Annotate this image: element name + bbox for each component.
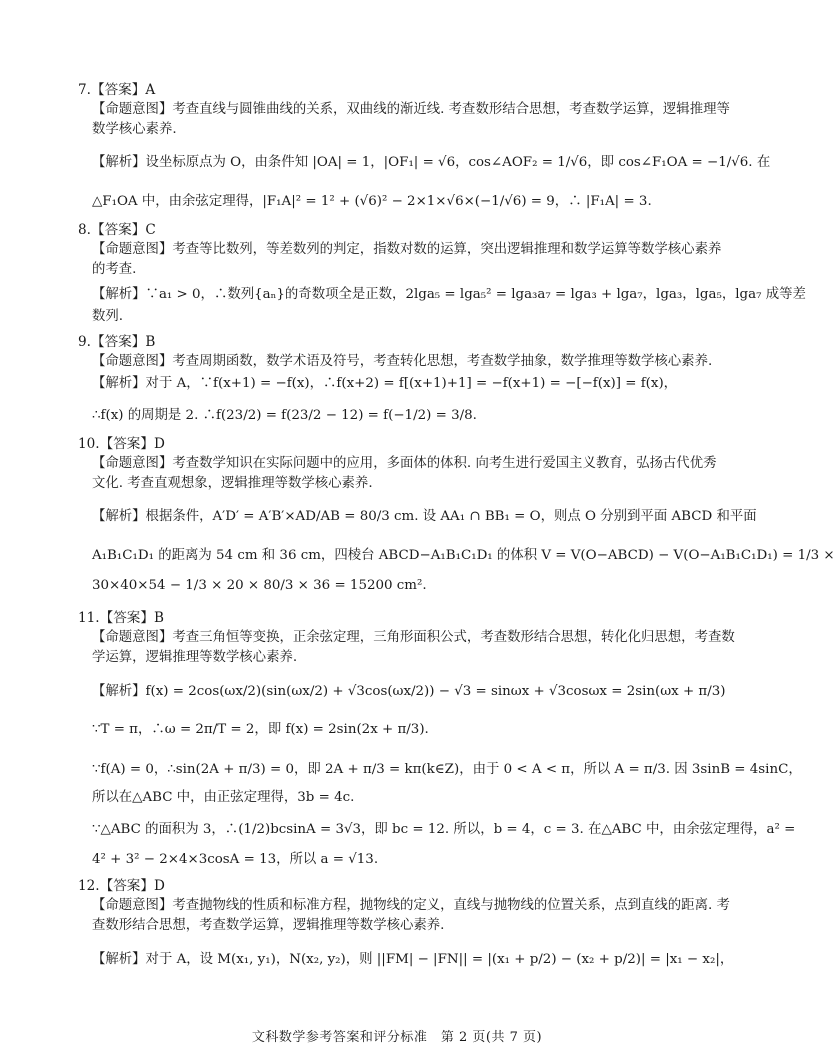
q11-solution-line3: ∵f(A) = 0，∴sin(2A + π/3) = 0，即 2A + π/3 = kπ(k∈Z)，由于 0 < A < π，所以 A = π/3. 因 3sinB = 4sinC， [92, 762, 802, 777]
q11-solution-line6: 4² + 3² − 2×4×3cosA = 13，所以 a = √13. [92, 852, 379, 867]
q7-solution-line1: 【解析】设坐标原点为 O，由条件知 |OA| = 1，|OF₁| = √6，cos∠AOF₂ = 1/√6，即 cos∠F₁OA = −1/√6. 在 [92, 155, 771, 170]
q7-solution-line2: △F₁OA 中，由余弦定理得，|F₁A|² = 1² + (√6)² − 2×1×√6×(−1/√6) = 9，∴ |F₁A| = 3. [92, 194, 652, 209]
q9-intent: 【命题意图】考查周期函数，数学术语及符号，考查转化思想，考查数学抽象，数学推理等数学核心素养. [92, 354, 713, 369]
q11-solution-line2: ∵T = π，∴ω = 2π/T = 2，即 f(x) = 2sin(2x + π/3). [92, 722, 429, 737]
q9-answer: 9.【答案】B [78, 334, 156, 350]
q8-intent-line1: 【命题意图】考查等比数列，等差数列的判定，指数对数的运算，突出逻辑推理和数学运算等数学核心素养 [92, 242, 722, 257]
q7-intent-line2: 数学核心素养. [92, 122, 177, 137]
q11-solution-line1: 【解析】f(x) = 2cos(ωx/2)(sin(ωx/2) + √3cos(ωx/2)) − √3 = sinωx + √3cosωx = 2sin(ωx + π/3) [92, 684, 726, 699]
q11-solution-line5: ∵△ABC 的面积为 3，∴(1/2)bcsinA = 3√3，即 bc = 12. 所以，b = 4，c = 3. 在△ABC 中，由余弦定理得，a² = [92, 822, 796, 837]
q10-solution-line1: 【解析】根据条件，A′D′ = A′B′×AD/AB = 80/3 cm. 设 AA₁ ∩ BB₁ = O，则点 O 分别到平面 ABCD 和平面 [92, 509, 757, 524]
q8-solution-line1: 【解析】∵a₁ > 0，∴数列{aₙ}的奇数项全是正数，2lga₅ = lga₅² = lga₃a₇ = lga₃ + lga₇，lga₃，lga₅，lga₇ 成等差 [92, 287, 806, 302]
q12-answer: 12.【答案】D [78, 878, 165, 894]
q12-intent-line2: 查数形结合思想，考查数学运算，逻辑推理等数学核心素养. [92, 918, 445, 933]
q11-intent-line2: 学运算，逻辑推理等数学核心素养. [92, 650, 298, 665]
q11-intent-line1: 【命题意图】考查三角恒等变换，正余弦定理，三角形面积公式，考查数形结合思想，转化化归思想，考查数 [92, 630, 735, 645]
q10-solution-line2: A₁B₁C₁D₁ 的距离为 54 cm 和 36 cm，四棱台 ABCD−A₁B₁C₁D₁ 的体积 V = V(O−ABCD) − V(O−A₁B₁C₁D₁) = 1/3 × [92, 548, 835, 563]
q12-intent-line1: 【命题意图】考查抛物线的性质和标准方程，抛物线的定义，直线与抛物线的位置关系，点到直线的距离. 考 [92, 898, 730, 913]
q10-intent-line1: 【命题意图】考查数学知识在实际问题中的应用，多面体的体积. 向考生进行爱国主义教育，弘扬古代优秀 [92, 456, 717, 471]
q7-answer: 7.【答案】A [78, 82, 156, 98]
q12-solution-line1: 【解析】对于 A，设 M(x₁, y₁)，N(x₂, y₂)，则 ||FM| − |FN|| = |(x₁ + p/2) − (x₂ + p/2)| = |x₁ − x₂|， [92, 952, 734, 967]
q8-solution-line2: 数列. [92, 309, 124, 324]
q11-solution-line4: 所以在△ABC 中，由正弦定理得，3b = 4c. [92, 790, 355, 805]
q9-solution-line2: ∴f(x) 的周期是 2. ∴f(23/2) = f(23/2 − 12) = f(−1/2) = 3/8. [92, 408, 477, 423]
q8-intent-line2: 的考查. [92, 262, 137, 277]
q7-intent-line1: 【命题意图】考查直线与圆锥曲线的关系，双曲线的渐近线. 考查数形结合思想，考查数学运算，逻辑推理等 [92, 102, 730, 117]
q10-solution-line3: 30×40×54 − 1/3 × 20 × 80/3 × 36 = 15200 cm². [92, 578, 427, 593]
q10-intent-line2: 文化. 考查直观想象，逻辑推理等数学核心素养. [92, 476, 373, 491]
page-footer: 文科数学参考答案和评分标准 第 2 页(共 7 页) [251, 1030, 543, 1045]
q10-answer: 10.【答案】D [78, 436, 165, 452]
q11-answer: 11.【答案】B [78, 610, 164, 626]
q8-answer: 8.【答案】C [78, 222, 156, 238]
q9-solution-line1: 【解析】对于 A，∵f(x+1) = −f(x)，∴f(x+2) = f[(x+1)+1] = −f(x+1) = −[−f(x)] = f(x)， [92, 376, 678, 391]
